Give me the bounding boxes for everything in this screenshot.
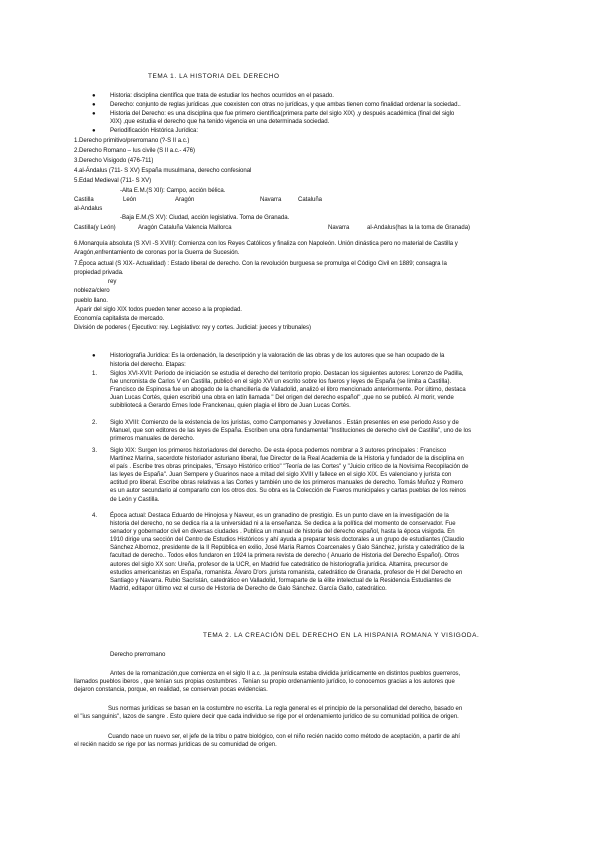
stage-line: facultad de derecho.. Todos ellos fundaron en 1924 la primera revista de derecho ( Anuario de Historia del Derecho Español). Otros — [110, 553, 460, 560]
stage-line: es un autor secundario al compararlo con los otros dos. Su obra es la Colección de Fueros municipales y cartas pueblas de los reinos — [110, 488, 466, 495]
hierarchy-pueblo: pueblo llano. — [74, 297, 108, 304]
section-2-subtitle: Derecho prerromano — [110, 651, 166, 658]
kingdom-al-andalus: al-Andalus — [74, 205, 103, 212]
stage-line: historia del derecho, no se dedica ría a la universidad ni a la enseñanza. Se dedica a la política del momento de conservador. Fue — [110, 521, 456, 528]
paragraph-line: Sus normas jurídicas se basan en la costumbre no escrita. La regla general es el principio de la personalidad del derecho, basado en — [108, 706, 463, 712]
stage-number: 4. — [92, 513, 98, 519]
period-1: 1.Derecho primitivo/prerromano (?-S II a.c.) — [74, 137, 190, 144]
hierarchy-nobleza: nobleza/clero — [74, 287, 110, 294]
stage-2 — [110, 419, 471, 443]
kingdom-navarra-baja: Navarra — [328, 225, 350, 231]
stage-number: 2. — [92, 420, 98, 426]
period-6: 6.Monarquía absoluta (S XVI -S XVIII): Comienza con los Reyes Católicos y finaliza con Napoleón. Unión dinástica pero no material de Castilla y — [74, 240, 458, 247]
stage-line: fue uncronista de Carlos V en Castilla, publicó en el siglo XVI un escrito sobre los fueros y leyes de España (se limita a Castilla). — [110, 379, 452, 386]
stage-line: autores del siglo XX son: Ureña, profesor de la UCR, en Madrid fue catedrático de historiografía jurídica. Altamira, precursor de — [110, 561, 448, 568]
period-5: 5.Edad Medieval (711- S XV) — [74, 177, 152, 184]
stage-line: Sánchez Albornoz, presidente de la II República en exilio, José María Ramos Coarcenales y Galo Sánchez, jurista y catedrático de la — [110, 545, 465, 552]
paragraph-line: Antes de la romanización,que comienza en el siglo II a.c. ,la península estaba dividida jurídicamente en distintos pueblos guerreros, — [110, 671, 461, 677]
stage-line: Santiago y Navarra. Rubio Sacristán, catedrático en Valladolid, formaparte de la élite intelectual de la Residencia Estudiantes de — [110, 577, 452, 584]
period-4: 4.al-Ándalus (711- S XV) España musulmana, derecho confesional — [74, 167, 252, 174]
stage-line: Siglos XVI-XVII: Período de iniciación se estudia el derecho del territorio propio. Destacan los siguientes autores: Lorenzo de Padilla, — [110, 371, 464, 377]
paragraph-line: el recién nacido se rige por las normas jurídicas de su comunidad de origen. — [74, 742, 277, 749]
paragraph-line: Cuando nace un nuevo ser, el jefe de la tribu o patre biológico, con el niño recién nacido como método de aceptación, a partir de ahí — [108, 734, 460, 740]
stage-line: Época actual: Destaca Eduardo de Hinojosa y Naveur, es un granadino de prestigio. Es un punto clave en la investigación de la — [110, 513, 449, 519]
bullet-icon: ● — [92, 128, 96, 134]
stage-line: Juan Lucas Cortés, quien escribió una obra en latín llamada " Del origen del derecho español" ,que no se publicó. Al morir, vende — [110, 395, 454, 402]
paragraph-line: dejaron constancia, porque, en realidad, se conservan pocas evidencias. — [74, 687, 268, 694]
kingdom-leon: León — [123, 197, 137, 203]
stage-number: 3. — [92, 448, 98, 454]
period-3: 3.Derecho Visigodo (476-711) — [74, 157, 154, 164]
note-propiedad: Aparir del siglo XIX todos pueden tener acceso a la propiedad. — [76, 306, 242, 313]
kingdom-castilla-leon: Castilla(y León) — [74, 225, 116, 231]
kingdom-corona-aragon: Aragón Cataluña Valencia Mallorca — [138, 225, 232, 231]
stage-line: estudios americanistas en España, romanista. Álvaro D'ors ,jurista romanista, catedrático de Granada, profesor de H del Derecho en — [110, 569, 463, 576]
period-6-cont: Aragón,enfrentamiento de coronas por la Guerra de Sucesión. — [74, 249, 240, 256]
bullet-historia-derecho: Historia del Derecho: es una disciplina que fue primero científica(primera parte del siglo XIX) ,y después académica (final del siglo — [110, 110, 455, 117]
paragraph-line: llamados pueblos iberos , que tenían sus propias costumbres . Tenían su propio ordenamiento jurídico, lo conocemos gracias a los autores que — [74, 679, 455, 686]
paragraph-prerromano-1 — [74, 670, 460, 694]
stage-line: Manuel, que son editores de las leyes de España. Escriben una obra fundamental "Instituciones de derecho civil de Castilla", uno de los — [110, 428, 472, 435]
stage-line: las leyes de España". Juan Sempere y Guarinos nace a mitad del siglo XVIII y fallece en el siglo XIX. Es valenciano y jurista con — [110, 472, 452, 479]
alta-edad-media: -Alta E.M.(S XII): Campo, acción bélica. — [120, 187, 226, 194]
stage-line: Francisco de Espinosa fue un abogado de la chancillería de Valladolid, analizó el libro mencionado anteriormente. Por último, destaca — [110, 387, 466, 394]
stage-line: subibliotecá a Gerardo Ernes lode Franckenau, quien plagia el libro de Juan Lucas Cortés. — [110, 403, 351, 410]
bullet-derecho: Derecho: conjunto de reglas jurídicas ,que coexisten con otras no jurídicas, y que ambas tienen como finalidad ordenar la sociedad.. — [110, 101, 461, 108]
historiography-definition-cont: historia del derecho. Etapas: — [110, 361, 186, 368]
stage-line: senador y gobernador civil en diversas ciudades . Publica un manual de historia del derecho español, hasta la época visigoda. En — [110, 529, 455, 536]
bullet-icon: ● — [92, 111, 96, 117]
bullet-icon: ● — [92, 93, 96, 99]
bullet-periodificacion: Periodificación Histórica Jurídica: — [110, 127, 198, 134]
note-economia: Economía capitalista de mercado. — [74, 315, 165, 322]
period-2: 2.Derecho Romano – Ius civile (S II a.c.- 476) — [74, 147, 195, 154]
paragraph-prerromano-3 — [74, 733, 460, 749]
hierarchy-rey: rey — [108, 278, 117, 285]
stage-1 — [110, 370, 466, 410]
bullet-historia: Historia: disciplina científica que trata de estudiar los hechos ocurridos en el pasado. — [110, 92, 334, 99]
baja-edad-media: -Baja E.M.(S XV): Ciudad, acción legislativa. Toma de Granada. — [120, 214, 290, 221]
bullet-icon: ● — [92, 353, 96, 359]
stage-line: 1910 dirige una sección del Centro de Estudios Históricos y ahí ayuda a preparar tesis doctorales a un grupo de estudiantes (Claudio — [110, 537, 465, 544]
note-division-poderes: División de poderes ( Ejecutivo: rey. Legislativo: rey y cortes. Judicial: jueces y tribunales) — [74, 324, 311, 331]
section-title-1: TEMA 1. LA HISTORIA DEL DERECHO — [148, 73, 280, 80]
period-7-cont: propiedad privada. — [74, 269, 124, 276]
kingdom-aragon: Aragón — [175, 197, 195, 203]
kingdom-al-andalus-baja: al-Andalus(has la la toma de Granada) — [367, 225, 471, 231]
stage-line: el país . Escribe tres obras principales, "Ensayo Histórico crítico" "Teoría de las Cortes" y "Juicio crítico de la Novísima Recopilación de — [110, 464, 469, 471]
kingdom-cataluna: Cataluña — [298, 197, 323, 203]
bullet-icon: ● — [92, 102, 96, 108]
stage-3 — [110, 447, 468, 504]
section-title-2: TEMA 2. LA CREACIÓN DEL DERECHO EN LA HISPANIA ROMANA Y VISIGODA. — [203, 632, 480, 639]
stage-line: Siglo XIX: Surgen los primeros historiadores del derecho. De esta época podemos nombrar a 3 autores principales : Francisco — [110, 448, 447, 454]
stage-line: de León y Castilla. — [110, 496, 160, 503]
stage-line: Madrid, editapor último vez el curso de Historia de Derecho de Galo Sánchez. García Gallo, catedrático. — [110, 585, 387, 592]
stage-line: Siglo XVIII: Comienzo de la existencia de los juristas, como Campomanes y Jovellanos . Están presentes en ese periodo Asso y de — [110, 420, 459, 426]
kingdom-navarra: Navarra — [260, 197, 282, 203]
paragraph-prerromano-2 — [74, 705, 462, 721]
stage-4 — [110, 512, 464, 593]
period-7: 7.Época actual (S XIX- Actualidad) : Estado liberal de derecho. Con la revolución burguesa se promulga el Código Civil en 1889; consagra la — [74, 260, 447, 267]
bullet-historia-derecho-cont: XIX) ,que estudia el derecho que ha tenido vigencia en una determinada sociedad. — [110, 118, 330, 125]
paragraph-line: el "ius sanguinis", lazos de sangre . Esto quiere decir que cada individuo se rige por el ordenamiento jurídico de su comunidad política de origen. — [74, 714, 459, 721]
stage-line: primeros manuales de derecho. — [110, 436, 195, 443]
stage-number: 1. — [92, 371, 98, 377]
stage-line: actitud pro liberal. Escribe obras relativas a las Cortes y también uno de los primeros manuales de derecho. Tomás Muñoz y Romero — [110, 480, 464, 487]
kingdom-castilla: Castilla — [74, 197, 94, 203]
stage-line: Martínez Marina, sacerdote historiador asturiano liberal, fue Director de la Real Academia de la Historia y fundador de la disciplina en — [110, 456, 464, 463]
historiography-definition: Historiografía Jurídica: Es la ordenación, la descripción y la valoración de las obras y de los autores que se han ocupado de la — [110, 352, 445, 359]
